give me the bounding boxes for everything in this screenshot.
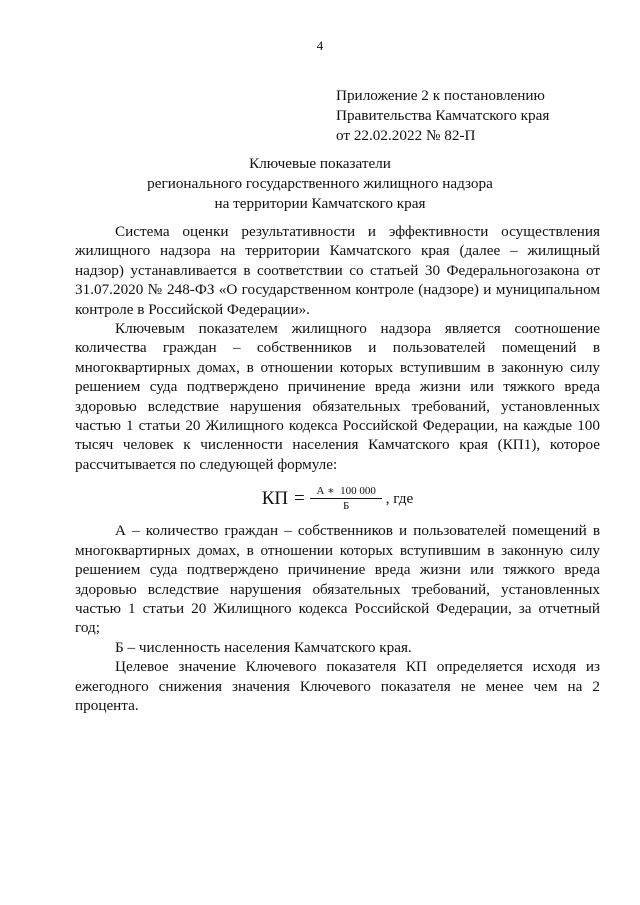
page-number: 4 [316,38,324,53]
appendix-line-3: от 22.02.2022 № 82-П [336,127,476,144]
formula-denominator: Б [343,500,350,513]
document-title [0,154,640,214]
formula [75,484,600,513]
document-body [75,222,600,715]
paragraph-key-indicator: Ключевым показателем жилищного надзора является соотношение количества граждан – собственников и пользователей помещений в многоквартирных домах, в отношении которых вступившим в законную силу решением суда подтверждено причинение вреда жизни или тяжкого вреда здоровью вследствие нарушения обязательных требований, установленных частью 1 статьи 20 Жилищного кодекса Российской Федерации, на каждые 100 тысяч человек к численности населения Камчатского края (КП1), которое рассчитывается по следующей формуле: [75,320,600,473]
paragraph-assessment-system: Система оценки результативности и эффективности осуществления жилищного надзора на территории Камчатского края (далее – жилищный надзор) устанавливается в соответствии со статьей 30 Федеральногозакона от 31.07.2020 № 248-ФЗ «О государственном контроле (надзоре) и муниципальном контроле в Российской Федерации». [75,223,600,318]
title-line-2: регионального государственного жилищного надзора [147,175,493,192]
paragraph-definition-a: А – количество граждан – собственников и пользователей помещений в многоквартирных домах, в отношении которых вступившим в законную силу решением суда подтверждено причинение вреда жизни или тяжкого вреда здоровью вследствие нарушения обязательных требований, установленных частью 1 статьи 20 Жилищного кодекса Российской Федерации, за отчетный год; [75,522,600,637]
formula-suffix: , где [385,490,414,508]
appendix-line-1: Приложение 2 к постановлению [336,87,545,104]
appendix-header [336,86,549,146]
formula-equals: = [293,488,305,510]
appendix-line-2: Правительства Камчатского края [336,107,550,124]
formula-lhs: КП [261,488,289,510]
title-line-1: Ключевые показатели [249,155,391,172]
title-line-3: на территории Камчатского края [214,195,426,212]
formula-numerator: А ∗ 100 000 [310,484,381,499]
paragraph-definition-b: Б – численность населения Камчатского края. [115,638,412,656]
formula-fraction [310,484,381,513]
paragraph-target-value: Целевое значение Ключевого показателя КП определяется исходя из ежегодного снижения значения Ключевого показателя не менее чем на 2 процента. [75,658,600,714]
